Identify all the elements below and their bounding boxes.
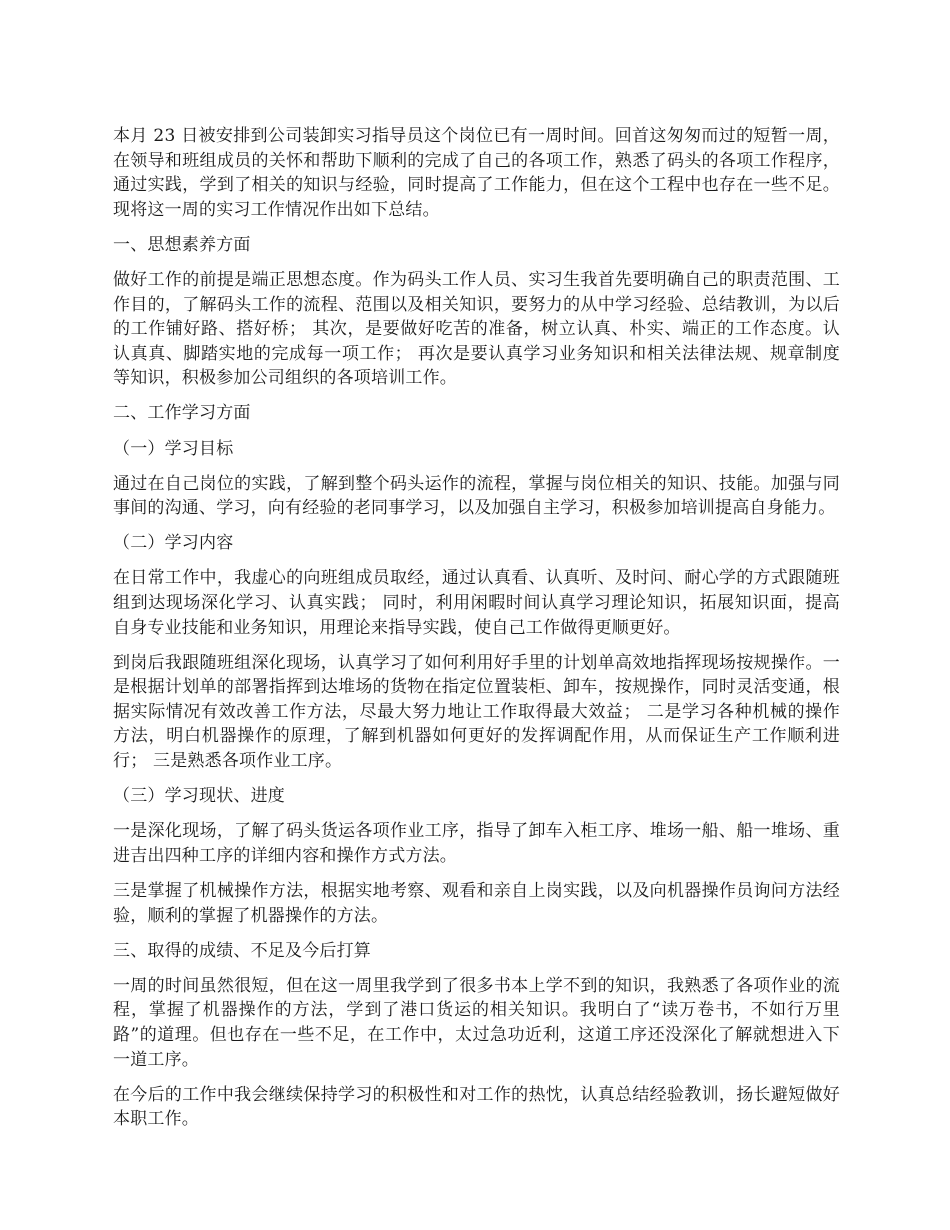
- subheading-learning-content: （二）学习内容: [113, 533, 234, 554]
- learning-content-paragraph-2: 到岗后我跟随班组深化现场，认真学习了如何利用好手里的计划单高效地指挥现场按规操作。一是根据计划单的部署指挥到达堆场的货物在指定位置装柜、卸车，按规操作，同时灵活变通，根据实际情况有效改善工作方法，尽最大努力地让工作取得最大效益； 二是学习各种机械的操作方法，明白机器操作的原理，了解到机器如何更好的发挥调配作用，从而保证生产工作顺利进行； 三是熟悉各项作业工序。: [113, 652, 840, 772]
- section-heading-results: 三、取得的成绩、不足及今后打算: [113, 940, 371, 961]
- closing-paragraph: 在今后的工作中我会继续保持学习的积极性和对工作的热忱，认真总结经验教训，扬长避短做好本职工作。: [113, 1084, 840, 1130]
- section-heading-ideology: 一、思想素养方面: [113, 234, 251, 255]
- progress-paragraph-1: 一是深化现场，了解了码头货运各项作业工序，指导了卸车入柜工序、堆场一船、船一堆场、重进吉出四种工序的详细内容和操作方式方法。: [113, 821, 840, 866]
- section-heading-work-study: 二、工作学习方面: [113, 403, 251, 424]
- subheading-learning-goal: （一）学习目标: [113, 438, 234, 459]
- learning-content-paragraph-1: 在日常工作中，我虚心的向班组成员取经，通过认真看、认真听、及时问、耐心学的方式跟随班组到达现场深化学习、认真实践； 同时，利用闲暇时间认真学习理论知识，拓展知识面，提高自身专业技能和业务知识，用理论来指导实践，使自己工作做得更顺更好。: [113, 568, 840, 638]
- subheading-learning-progress: （三）学习现状、进度: [113, 786, 285, 807]
- ideology-paragraph: 做好工作的前提是端正思想态度。作为码头工作人员、实习生我首先要明确自己的职责范围、工作目的，了解码头工作的流程、范围以及相关知识，要努力的从中学习经验、总结教训，为以后的工作铺好路、搭好桥； 其次，是要做好吃苦的准备，树立认真、朴实、端正的工作态度。认认真真、脚踏实地的完成每一项工作； 再次是要认真学习业务知识和相关法律法规、规章制度等知识，积极参加公司组织的各项培训工作。: [113, 269, 840, 389]
- results-paragraph: 一周的时间虽然很短，但在这一周里我学到了很多书本上学不到的知识，我熟悉了各项作业的流程，掌握了机器操作的方法，学到了港口货运的相关知识。我明白了“读万卷书，不如行万里路”的道理。但也存在一些不足，在工作中，太过急功近利，这道工序还没深化了解就想进入下一道工序。: [113, 975, 840, 1070]
- intro-paragraph: 本月 23 日被安排到公司装卸实习指导员这个岗位已有一周时间。回首这匆匆而过的短暂一周，在领导和班组成员的关怀和帮助下顺利的完成了自己的各项工作，熟悉了码头的各项工作程序，通过实践，学到了相关的知识与经验，同时提高了工作能力，但在这个工程中也存在一些不足。现将这一周的实习工作情况作出如下总结。: [113, 126, 840, 220]
- progress-paragraph-2: 三是掌握了机械操作方法，根据实地考察、观看和亲自上岗实践，以及向机器操作员询问方法经验，顺利的掌握了机器操作的方法。: [113, 880, 840, 926]
- document-body: [113, 124, 840, 1142]
- learning-goal-paragraph: 通过在自己岗位的实践，了解到整个码头运作的流程，掌握与岗位相关的知识、技能。加强与同事间的沟通、学习，向有经验的老同事学习，以及加强自主学习，积极参加培训提高自身能力。: [113, 473, 840, 519]
